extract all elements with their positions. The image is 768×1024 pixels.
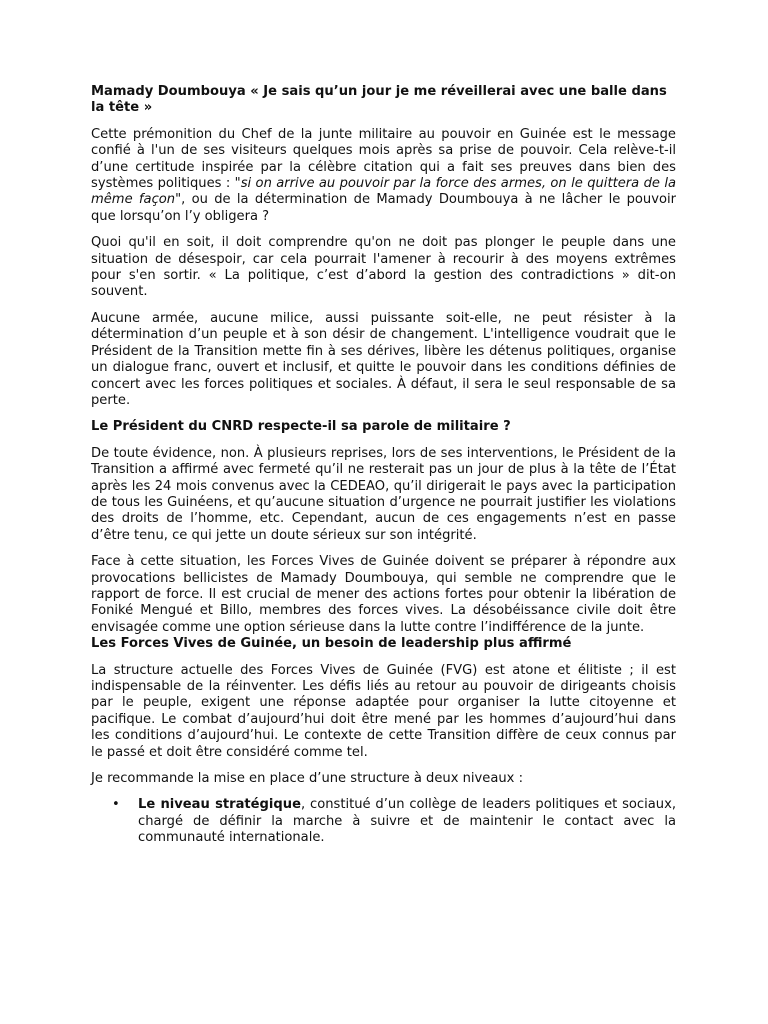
document-page (91, 84, 676, 847)
section-heading-forces-vives: Les Forces Vives de Guinée, un besoin de leadership plus affirmé (91, 636, 572, 652)
list-item (91, 797, 676, 846)
paragraph-2: Quoi qu'il en soit, il doit comprendre qu'on ne doit pas plonger le peuple dans une situation de désespoir, car cela pourrait l'amener à recourir à des moyens extrêmes pour s'en sortir. « La politique, c’est d’abord la gestion des contradictions » dit-on souvent. (91, 235, 676, 300)
paragraph-4: De toute évidence, non. À plusieurs reprises, lors de ses interventions, le Président de la Transition a affirmé avec fermeté qu’il ne resterait pas un jour de plus à la tête de l’État après les 24 mois convenus avec la CEDEAO, qu’il dirigerait le pays avec la participation de tous les Guinéens, et qu’aucune situation d’urgence ne pourrait justifier les violations des droits de l’homme, etc. Cependant, aucun de ces engagements n’est en passe d’être tenu, ce qui jette un doute sérieux sur son intégrité. (91, 445, 676, 543)
paragraph-7: Je recommande la mise en place d’une structure à deux niveaux : (91, 771, 523, 787)
paragraph-6: La structure actuelle des Forces Vives de Guinée (FVG) est atone et élitiste ; il est indispensable de la réinventer. Les défis liés au retour au pouvoir de dirigeants choisis par le peuple, exigent une réponse adaptée pour organiser la lutte citoyenne et pacifique. Le combat d’aujourd’hui doit être mené par les hommes d’aujourd’hui dans les conditions d’aujourd’hui. Le contexte de cette Transition diffère de ceux connus par le passé et doit être considéré comme tel. (91, 662, 676, 760)
paragraph-3: Aucune armée, aucune milice, aussi puissante soit-elle, ne peut résister à la détermination d’un peuple et à son désir de changement. L'intelligence voudrait que le Président de la Transition mette fin à ses dérives, libère les détenus politiques, organise un dialogue franc, ouvert et inclusif, et quitte le pouvoir dans les conditions définies de concert avec les forces politiques et sociales. À défaut, il sera le seul responsable de sa perte. (91, 310, 676, 408)
list-item-label: Le niveau stratégique (138, 797, 301, 813)
quoted-citation: si on arrive au pouvoir par la force des armes, on le quittera de la même façon (91, 176, 676, 208)
paragraph-5: Face à cette situation, les Forces Vives de Guinée doivent se préparer à répondre aux provocations bellicistes de Mamady Doumbouya, qui semble ne comprendre que le rapport de force. Il est crucial de mener des actions fortes pour obtenir la libération de Foniké Mengué et Billo, membres des forces vives. La désobéissance civile doit être envisagée comme une option sérieuse dans la lutte contre l’indifférence de la junte. (91, 554, 676, 635)
bullet-icon: • (112, 797, 120, 813)
section-heading-cnrd: Le Président du CNRD respecte-il sa parole de militaire ? (91, 419, 511, 435)
article-title: Mamady Doumbouya « Je sais qu’un jour je me réveillerai avec une balle dans la tête » (91, 84, 667, 116)
structure-levels-list (91, 797, 676, 846)
paragraph-1-end: ", ou de la détermination de Mamady Doumbouya à ne lâcher le pouvoir que lorsqu’on l’y obligera ? (91, 192, 676, 224)
paragraph-1-text: Cette prémonition du Chef de la junte militaire au pouvoir en Guinée est le message confié à l'un de ses visiteurs quelques mois après sa prise de pouvoir. Cela relève-t-il d’une certitude inspirée par la célèbre citation qui a fait ses preuves dans bien des systèmes politiques : " (91, 126, 676, 192)
paragraph-1 (91, 127, 676, 225)
list-item-text: , constitué d’un collège de leaders politiques et sociaux, chargé de définir la marche à suivre et de maintenir le contact avec la communauté internationale. (138, 797, 676, 846)
